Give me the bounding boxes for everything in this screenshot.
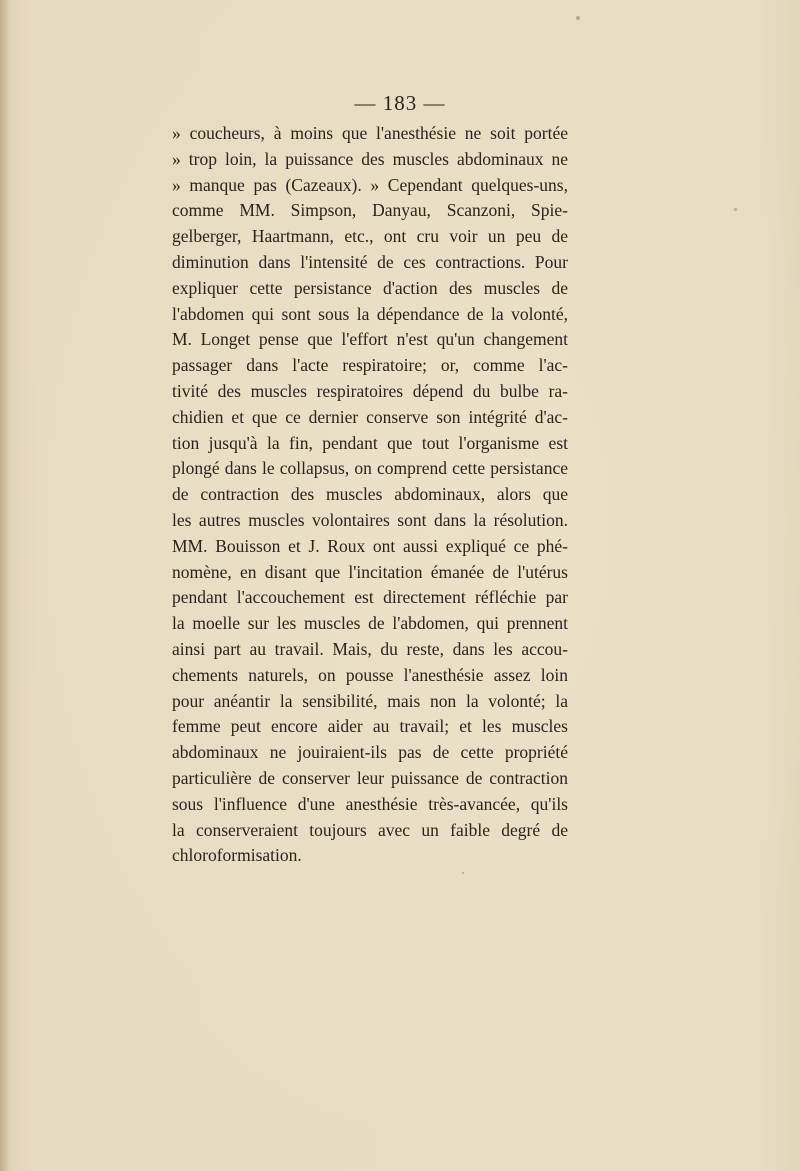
text-line: femme peut encore aider au travail; et les muscles [172, 716, 568, 737]
text-line: pendant l'accouchement est directement réfléchie par [172, 587, 568, 608]
text-line: pour anéantir la sensibilité, mais non la volonté; la [172, 690, 568, 711]
text-line: » trop loin, la puissance des muscles abdominaux ne [172, 148, 568, 169]
page-number: — 183 — [354, 91, 446, 115]
text-line: MM. Bouisson et J. Roux ont aussi expliqué ce phé- [172, 535, 568, 556]
paper-speck [734, 208, 737, 211]
text-line: chidien et que ce dernier conserve son intégrité d'ac- [172, 406, 568, 427]
text-line: de contraction des muscles abdominaux, alors que [172, 484, 568, 505]
paper-speck [462, 872, 464, 874]
text-line: » manque pas (Cazeaux). » Cependant quelques-uns, [172, 174, 568, 195]
binding-edge [0, 0, 9, 1171]
text-line: passager dans l'acte respiratoire; or, comme l'ac- [172, 355, 568, 376]
text-line: gelberger, Haartmann, etc., ont cru voir un peu de [172, 226, 568, 247]
text-line: nomène, en disant que l'incitation émanée de l'utérus [172, 561, 568, 582]
text-line: tion jusqu'à la fin, pendant que tout l'organisme est [172, 432, 568, 453]
text-line: la moelle sur les muscles de l'abdomen, qui prennent [172, 613, 568, 634]
text-line: M. Longet pense que l'effort n'est qu'un changement [172, 329, 568, 350]
text-line: chements naturels, on pousse l'anesthésie assez loin [172, 664, 568, 685]
text-line: l'abdomen qui sont sous la dépendance de la volonté, [172, 303, 568, 324]
text-line: plongé dans le collapsus, on comprend cette persistance [172, 458, 568, 479]
body-text [172, 121, 568, 869]
text-line: abdominaux ne jouiraient-ils pas de cette propriété [172, 742, 568, 763]
text-line: ainsi part au travail. Mais, du reste, dans les accou- [172, 638, 568, 659]
text-line: les autres muscles volontaires sont dans la résolution. [172, 509, 568, 530]
text-line: diminution dans l'intensité de ces contractions. Pour [172, 251, 568, 272]
text-line: » coucheurs, à moins que l'anesthésie ne soit portée [172, 123, 568, 143]
paper-speck [576, 16, 580, 20]
text-line: comme MM. Simpson, Danyau, Scanzoni, Spie- [172, 200, 568, 221]
text-line: sous l'influence d'une anesthésie très-avancée, qu'ils [172, 793, 568, 814]
text-line: chloroformisation. [172, 845, 302, 866]
text-line: particulière de conserver leur puissance de contraction [172, 767, 568, 788]
text-line: tivité des muscles respiratoires dépend du bulbe ra- [172, 380, 568, 401]
text-line: la conserveraient toujours avec un faible degré de [172, 819, 568, 840]
text-line: expliquer cette persistance d'action des muscles de [172, 277, 568, 298]
